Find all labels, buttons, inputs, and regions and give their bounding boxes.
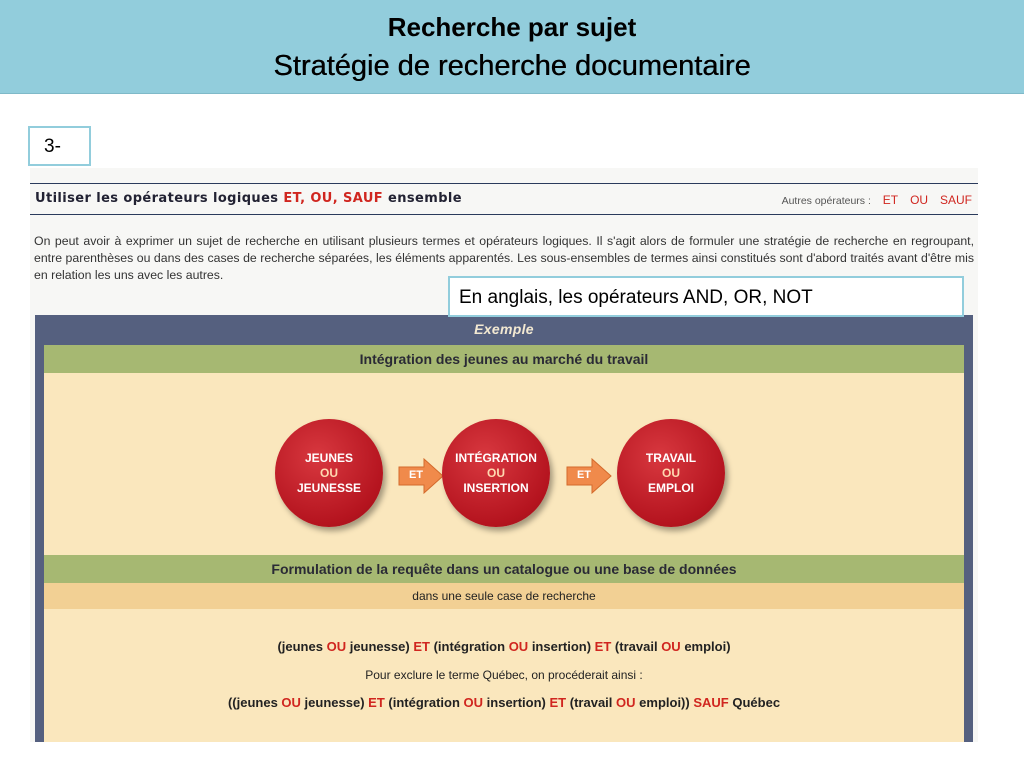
- step-number-box: 3-: [28, 126, 91, 166]
- link-ou[interactable]: OU: [910, 193, 929, 207]
- query-area: [44, 609, 964, 742]
- q-term: Québec: [732, 695, 781, 710]
- slide-subtitle: Stratégie de recherche documentaire: [273, 50, 751, 82]
- concept-circle-2: [442, 419, 550, 527]
- arrow-1-label: ET: [408, 469, 424, 481]
- page-heading: [35, 191, 462, 206]
- query-line-exclude: [44, 695, 964, 710]
- q-op: ET: [549, 695, 567, 710]
- q-term: emploi): [684, 639, 731, 654]
- slide-title: Recherche par sujet: [387, 12, 637, 42]
- concept-diagram: [44, 373, 964, 555]
- q-op: SAUF: [693, 695, 729, 710]
- q-term: emploi)): [639, 695, 690, 710]
- circle-2-mid: OU: [487, 465, 505, 480]
- q-op: OU: [508, 639, 529, 654]
- q-term: (intégration: [433, 639, 506, 654]
- q-term: (travail: [614, 639, 658, 654]
- q-term: jeunesse): [304, 695, 365, 710]
- heading-suffix: ensemble: [388, 191, 462, 206]
- circle-1-bottom: JEUNESSE: [296, 480, 362, 495]
- q-op: ET: [594, 639, 612, 654]
- q-op: OU: [463, 695, 484, 710]
- q-term: (jeunes: [277, 639, 323, 654]
- other-operators-label: Autres opérateurs :: [781, 195, 871, 207]
- callout-box: En anglais, les opérateurs AND, OR, NOT: [448, 276, 964, 317]
- q-op: OU: [661, 639, 681, 654]
- circle-2-top: INTÉGRATION: [455, 450, 537, 465]
- q-term: (intégration: [388, 695, 460, 710]
- link-sauf[interactable]: SAUF: [939, 193, 972, 207]
- q-term: ((jeunes: [227, 695, 278, 710]
- q-op: OU: [326, 639, 347, 654]
- q-op: OU: [281, 695, 301, 710]
- circle-3-top: TRAVAIL: [645, 450, 697, 465]
- circle-1-mid: OU: [320, 465, 338, 480]
- q-term: jeunesse): [349, 639, 410, 654]
- bottom-divider: [30, 214, 978, 215]
- heading-operators: ET, OU, SAUF: [283, 191, 384, 206]
- circle-1-top: JEUNES: [304, 450, 354, 465]
- circle-3-mid: OU: [662, 465, 680, 480]
- q-op: ET: [413, 639, 430, 654]
- intro-paragraph: On peut avoir à exprimer un sujet de recherche en utilisant plusieurs termes et opérateurs logiques. Il s'agit alors de formuler une stratégie de recherche en regroupant, entre parenthèses ou dans des cases de recherche séparées, les éléments apparentés. Les sous-ensembles de termes ainsi constitués sont d'abord traités avant d'être mis en relation les uns avec les autres.: [34, 234, 974, 282]
- q-term: insertion): [531, 639, 592, 654]
- single-box-band: dans une seule case de recherche: [44, 583, 964, 609]
- exclude-note: Pour exclure le terme Québec, on procéderait ainsi :: [365, 668, 643, 682]
- example-label: Exemple: [474, 321, 534, 337]
- example-panel: [35, 315, 973, 742]
- heading-prefix: Utiliser les opérateurs logiques: [35, 191, 279, 206]
- other-operators: [782, 193, 972, 207]
- q-op: OU: [616, 695, 636, 710]
- concept-circle-1: [275, 419, 383, 527]
- slide-header: [0, 0, 1024, 94]
- q-term: insertion): [486, 695, 546, 710]
- q-op: ET: [368, 695, 385, 710]
- circle-2-bottom: INSERTION: [463, 480, 529, 495]
- q-term: (travail: [569, 695, 613, 710]
- top-divider: [30, 183, 978, 184]
- formulation-band: Formulation de la requête dans un catalogue ou une base de données: [44, 555, 964, 583]
- topic-band: Intégration des jeunes au marché du travail: [44, 345, 964, 373]
- arrow-2-label: ET: [576, 469, 592, 481]
- circle-3-bottom: EMPLOI: [647, 480, 694, 495]
- link-et[interactable]: ET: [882, 193, 899, 207]
- concept-circle-3: [617, 419, 725, 527]
- query-line: [44, 639, 964, 654]
